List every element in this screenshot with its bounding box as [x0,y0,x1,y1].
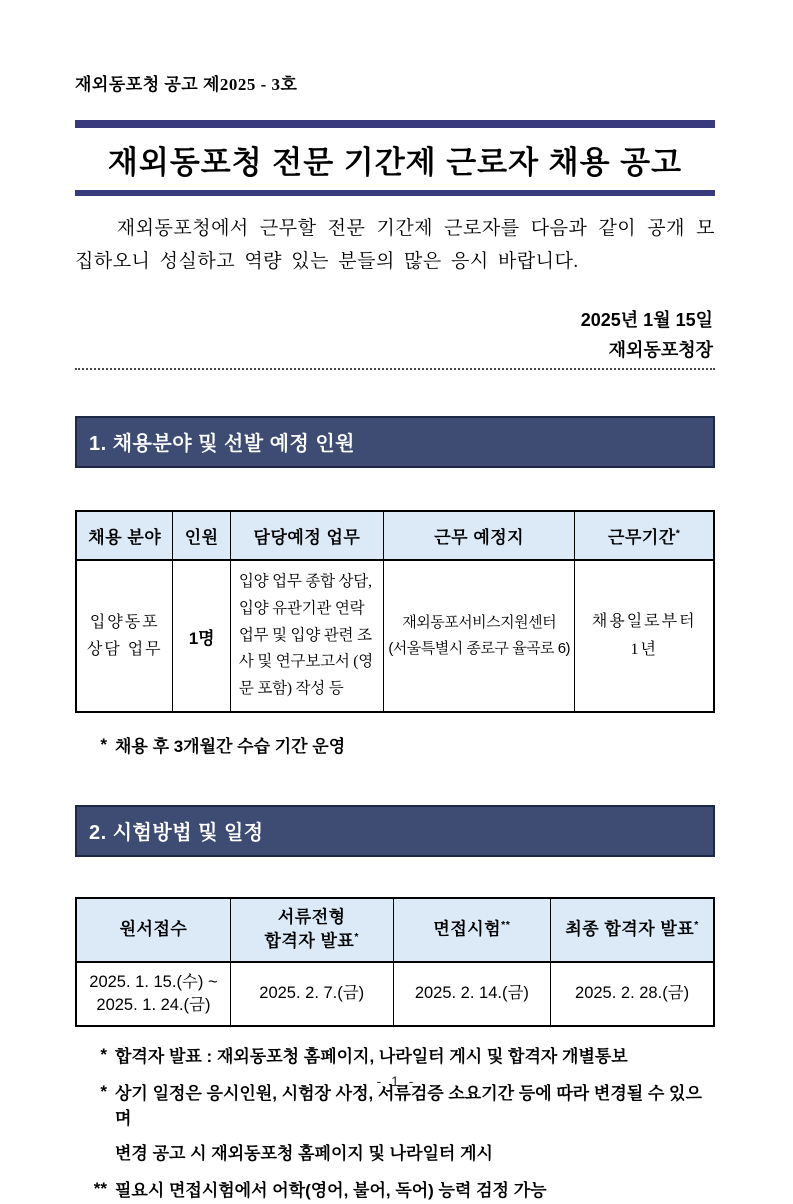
footnote-text [107,1082,715,1166]
cell-field [76,560,173,711]
footnote-marker: * [100,734,107,754]
document-result-header-label: 서류전형 [277,907,346,927]
footnote-text [107,1179,547,1204]
section-1-footnote [75,735,715,760]
col-header-interview [393,898,551,961]
field-line2: 상담 업무 [86,641,163,659]
dotted-divider [75,368,715,370]
col-header-location-label: 근무 예정지 [434,528,525,548]
col-header-duties-label: 담당예정 업무 [253,528,361,548]
document-result-header-line1 [233,906,391,930]
recruitment-table-header-row [76,511,714,560]
col-header-period-sup: * [675,527,681,540]
col-header-location [383,511,574,560]
document-result-header-line2 [233,930,391,954]
field-line1: 입양동포 [89,613,160,631]
title-block [75,120,715,196]
cell-duties: 입양 업무 종합 상담, 입양 유관기관 연락 업무 및 입양 관련 조사 및 연구보고서 (영문 포함) 작성 등 [230,560,383,711]
signature-block [75,305,715,367]
signer-title: 재외동포청장 [608,340,713,361]
footnote-marker: ** [93,1179,107,1199]
final-result-header-line1 [553,918,711,942]
col-header-period [575,511,714,560]
location-line2: (서울특별시 종로구 율곡로 6) [388,640,571,658]
cell-location [383,560,574,711]
footnote-marker: * [100,1044,107,1064]
section-2-heading: 2. 시험방법 및 일정 [75,805,715,857]
cell-period [575,560,714,711]
application-line1: 2025. 1. 15.(수) ~ [89,972,218,991]
application-line2: 2025. 1. 24.(금) [96,995,211,1014]
footnote-row [75,1045,715,1070]
document-number: 재외동포청 공고 제2025 - 3호 [75,75,298,94]
intro-paragraph: 재외동포청에서 근무할 전문 기간제 근로자를 다음과 같이 공개 모집하오니 성실하고 역량 있는 분들의 많은 응시 바랍니다. [75,218,715,273]
cell-application-period [76,962,230,1026]
col-header-headcount-label: 인원 [184,528,219,548]
location-line1: 재외동포서비스지원센터 [402,613,557,631]
col-header-duties [230,511,383,560]
footnote-row [75,1082,715,1166]
cell-headcount: 1명 [173,560,230,711]
col-header-field [76,511,173,560]
announcement-date: 2025년 1월 15일 [580,309,713,330]
col-header-application [76,898,230,961]
document-result-header-label2: 합격자 발표 [264,931,355,951]
footnote-row [75,1179,715,1204]
cell-final-result-date: 2025. 2. 28.(금) [551,962,714,1026]
footnote-text: 채용 후 3개월간 수습 기간 운영 [115,736,346,756]
document-result-header-sup2: * [354,930,359,943]
period-line1: 채용일로부터 [591,613,697,631]
schedule-table [75,897,715,1026]
col-header-document-result [230,898,393,961]
period-line2: 1년 [630,641,658,659]
final-result-header-label: 최종 합격자 발표 [565,919,695,939]
title-bottom-rule [75,190,715,196]
cell-document-result-date: 2025. 2. 7.(금) [230,962,393,1026]
application-header-line1 [79,918,228,942]
col-header-final-result [551,898,714,961]
interview-header-line1 [396,918,549,942]
schedule-table-header-row [76,898,714,961]
interview-header-sup: ** [501,919,511,932]
section-1-heading: 1. 채용분야 및 선발 예정 인원 [75,416,715,468]
recruitment-table-row [76,560,714,711]
title-top-rule [75,120,715,128]
footnote-text-line2: 변경 공고 시 재외동포청 홈페이지 및 나라일터 게시 [115,1143,493,1163]
col-header-field-label: 채용 분야 [88,528,162,548]
interview-header-label: 면접시험 [433,919,502,939]
footnote-text-line1: 합격자 발표 : 재외동포청 홈페이지, 나라일터 게시 및 합격자 개별통보 [115,1046,628,1066]
recruitment-table [75,510,715,712]
footnote-text-line1: 필요시 면접시험에서 어학(영어, 불어, 독어) 능력 검정 가능 [115,1181,547,1201]
schedule-table-row [76,962,714,1026]
footnote-text [107,1045,628,1070]
footnote-text-line1: 상기 일정은 응시인원, 시험장 사정, 서류검증 소요기간 등에 따라 변경될 수 있으며 [115,1084,702,1128]
footnote-marker: * [100,1082,107,1102]
section-2-footnotes [75,1045,715,1204]
cell-interview-date: 2025. 2. 14.(금) [393,962,551,1026]
final-result-header-sup: * [694,919,699,932]
page-title: 재외동포청 전문 기간제 근로자 채용 공고 [107,145,683,180]
col-header-headcount [173,511,230,560]
application-header-label: 원서접수 [119,919,188,939]
col-header-period-label: 근무기간 [608,528,676,548]
page-number: - 1 - [376,1073,417,1089]
